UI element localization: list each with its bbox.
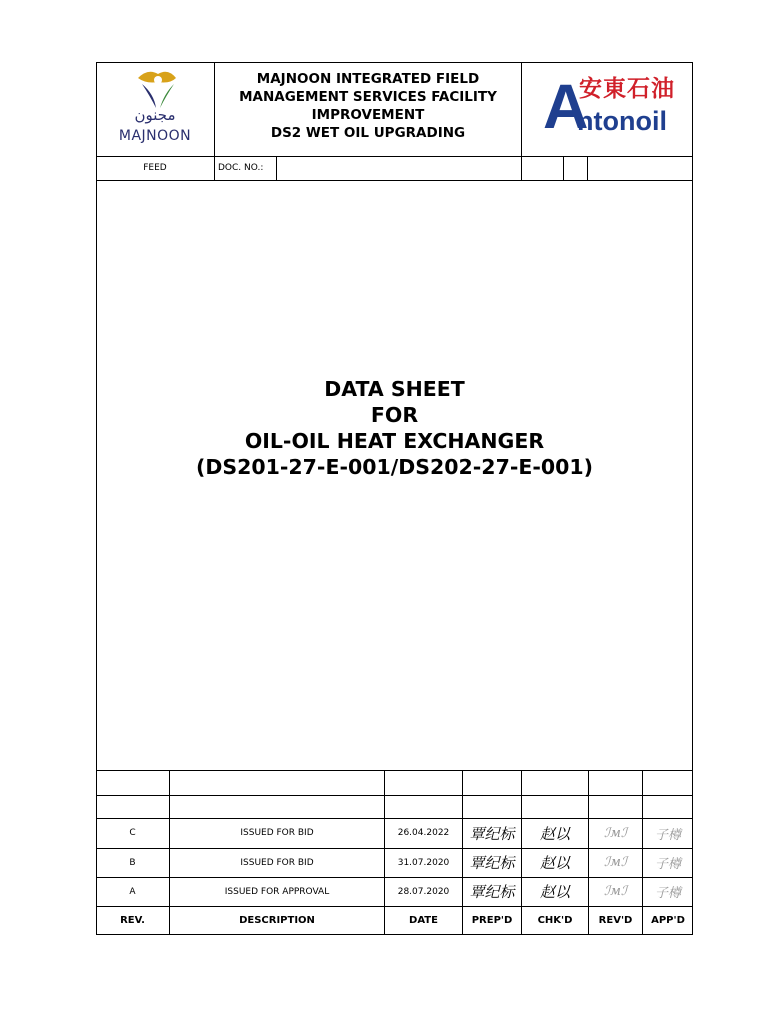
- rev-header: REV.: [120, 915, 145, 926]
- antonoil-logo: [523, 64, 691, 154]
- antonoil-chinese-text: 安東石油: [579, 76, 675, 102]
- description-cell: ISSUED FOR BID: [240, 828, 314, 838]
- document-title-line-3: OIL-OIL HEAT EXCHANGER: [244, 429, 545, 453]
- antonoil-latin-text: ntonoil: [577, 106, 667, 136]
- document-title-line-4: (DS201-27-E-001/DS202-27-E-001): [195, 455, 594, 479]
- description-header: DESCRIPTION: [239, 915, 315, 926]
- project-title-line-3: IMPROVEMENT: [311, 107, 425, 123]
- rev-table-top: [96, 770, 693, 771]
- antonoil-initial: A: [543, 72, 589, 142]
- rev-cell: B: [129, 857, 136, 868]
- prepared-signature-image: 覃纪标: [469, 883, 515, 901]
- checked-header: CHK'D: [537, 915, 573, 926]
- checked-signature-image: 赵以: [539, 883, 570, 901]
- reviewed-signature-image: ℐмℐ: [604, 884, 627, 899]
- project-title-line-4: DS2 WET OIL UPGRADING: [270, 125, 466, 141]
- project-title: [216, 70, 520, 142]
- phase-label: FEED: [143, 163, 167, 173]
- checked-signature-image: 赵以: [539, 854, 570, 872]
- doc-no-label: DOC. NO.:: [218, 163, 264, 173]
- meta-divider: [96, 180, 693, 181]
- prepared-signature-image: 覃纪标: [469, 824, 515, 843]
- checked-signature-image: 赵以: [539, 824, 570, 843]
- majnoon-logo: [98, 66, 212, 154]
- project-title-line-2: MANAGEMENT SERVICES FACILITY: [239, 89, 497, 105]
- majnoon-arabic-text: مجنون: [134, 106, 176, 124]
- approved-signature-image: 子樽: [654, 857, 681, 872]
- date-cell: 31.07.2020: [397, 857, 450, 868]
- rev-row-line-1: [96, 795, 693, 796]
- logo-right-divider: [521, 62, 522, 156]
- reviewed-signature-image: ℐмℐ: [604, 825, 627, 841]
- rev-cell: A: [129, 886, 136, 897]
- meta-col-3: [587, 156, 588, 180]
- document-title-line-1: DATA SHEET: [324, 377, 465, 401]
- date-cell: 28.07.2020: [397, 886, 450, 897]
- prepared-signature-image: 覃纪标: [469, 854, 515, 872]
- document-title: [96, 376, 693, 480]
- project-title-line-1: MAJNOON INTEGRATED FIELD: [256, 71, 480, 87]
- document-frame: [96, 62, 693, 935]
- description-cell: ISSUED FOR BID: [240, 857, 314, 868]
- description-cell: ISSUED FOR APPROVAL: [224, 886, 330, 897]
- meta-col-2: [563, 156, 564, 180]
- approved-header: APP'D: [651, 915, 685, 926]
- majnoon-latin-text: MAJNOON: [118, 128, 192, 144]
- document-title-line-2: FOR: [370, 403, 419, 427]
- prepared-header: PREP'D: [471, 915, 513, 926]
- rev-cell: C: [129, 828, 136, 838]
- meta-col-1: [521, 156, 522, 180]
- date-cell: 26.04.2022: [397, 828, 450, 838]
- reviewed-signature-image: ℐмℐ: [604, 855, 627, 870]
- docno-divider: [276, 156, 277, 180]
- approved-signature-image: 子樽: [654, 827, 681, 843]
- approved-signature-image: 子樽: [654, 886, 681, 901]
- reviewed-header: REV'D: [598, 915, 633, 926]
- date-header: DATE: [409, 915, 438, 926]
